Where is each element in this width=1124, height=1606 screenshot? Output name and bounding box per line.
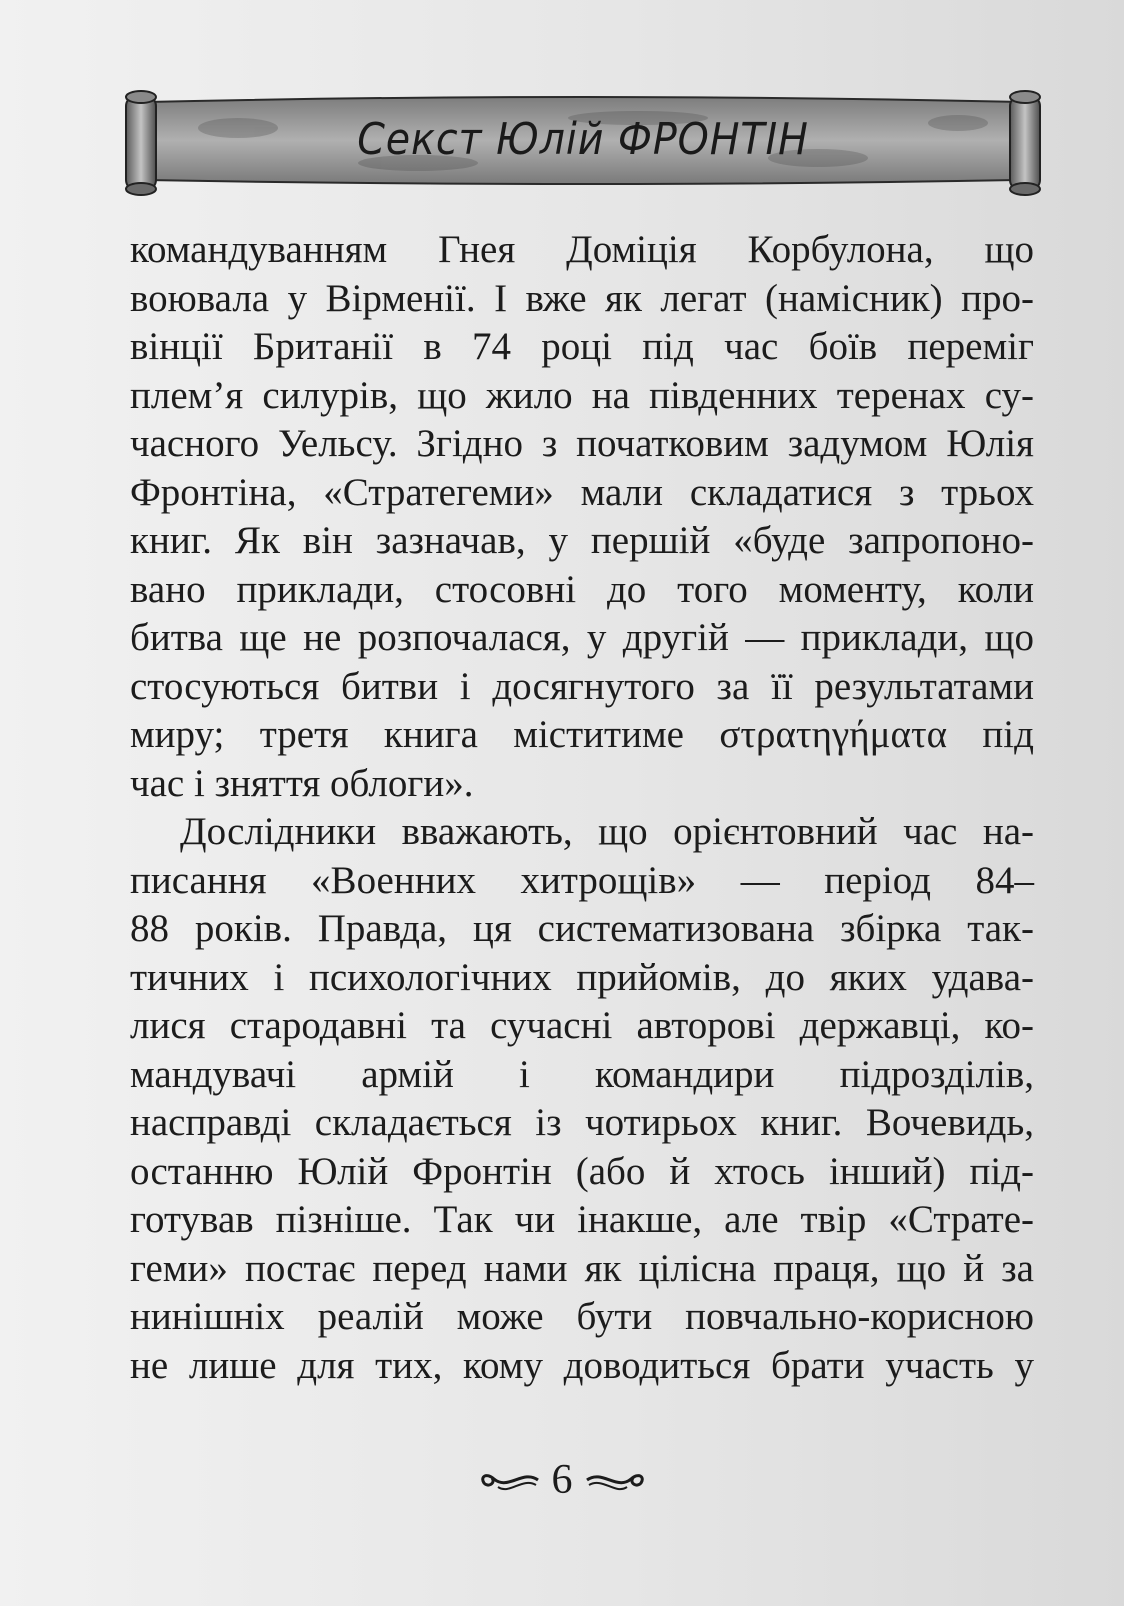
text-line: останню Юлій Фронтін (або й хтось інший) під- — [130, 1149, 1034, 1193]
text-line: мандувачі армій і командири підрозділів, — [130, 1052, 1034, 1096]
text-line: командуванням Гнея Доміція Корбулона, що — [130, 228, 1034, 271]
text-line: часного Уельсу. Згідно з початковим задумом Юлія — [130, 422, 1034, 465]
paragraph-first-line: Дослідники вважають, що орієнтовний час на- — [180, 810, 1034, 853]
text-line: воювала у Вірменії. І вже як легат (намісник) про- — [130, 276, 1034, 320]
page-number-footer — [0, 1450, 1124, 1510]
text-line: час і зняття облоги». — [130, 761, 474, 805]
text-line: вано приклади, стосовні до того моменту, коли — [130, 567, 1034, 611]
text-line: стосуються битви і досягнутого за її результатами — [130, 664, 1034, 708]
text-line: готував пізніше. Так чи інакше, але твір «Страте- — [130, 1198, 1034, 1241]
page-number: 6 — [551, 1457, 573, 1503]
text-line: вінції Британії в 74 році під час боїв переміг — [130, 325, 1034, 368]
text-line: не лише для тих, кому доводиться брати участь у — [130, 1343, 1034, 1387]
body-text — [130, 226, 1034, 1390]
text-line: нинішніх реалій може бути повчально-корисною — [130, 1295, 1034, 1338]
right-swirl-ornament-icon — [585, 1465, 647, 1495]
text-line: плем’я силурів, що жило на південних теренах су- — [130, 373, 1034, 417]
text-line: насправді складається із чотирьох книг. Вочевидь, — [130, 1101, 1034, 1144]
text-line: тичних і психологічних прийомів, до яких удава- — [130, 955, 1034, 999]
text-line: лися стародавні та сучасні авторові державці, ко- — [130, 1004, 1034, 1047]
chapter-header-banner — [118, 88, 1048, 198]
left-swirl-ornament-icon — [478, 1465, 540, 1495]
text-line: писання «Военних хитрощів» — період 84– — [130, 858, 1034, 902]
text-line: Фронтіна, «Стратегеми» мали складатися з трьох — [130, 470, 1034, 514]
text-line: битва ще не розпочалася, у другій — приклади, що — [130, 616, 1034, 659]
text-line: книг. Як він зазначав, у першій «буде запропоно- — [130, 519, 1034, 562]
text-line: 88 років. Правда, ця систематизована збірка так- — [130, 907, 1034, 950]
text-line: геми» постає перед нами як цілісна праця, що й за — [130, 1246, 1034, 1290]
text-line: миру; третя книга міститиме στρατηγήματα під — [130, 713, 1034, 756]
chapter-title: Секст Юлій ФРОНТІН — [357, 114, 809, 165]
